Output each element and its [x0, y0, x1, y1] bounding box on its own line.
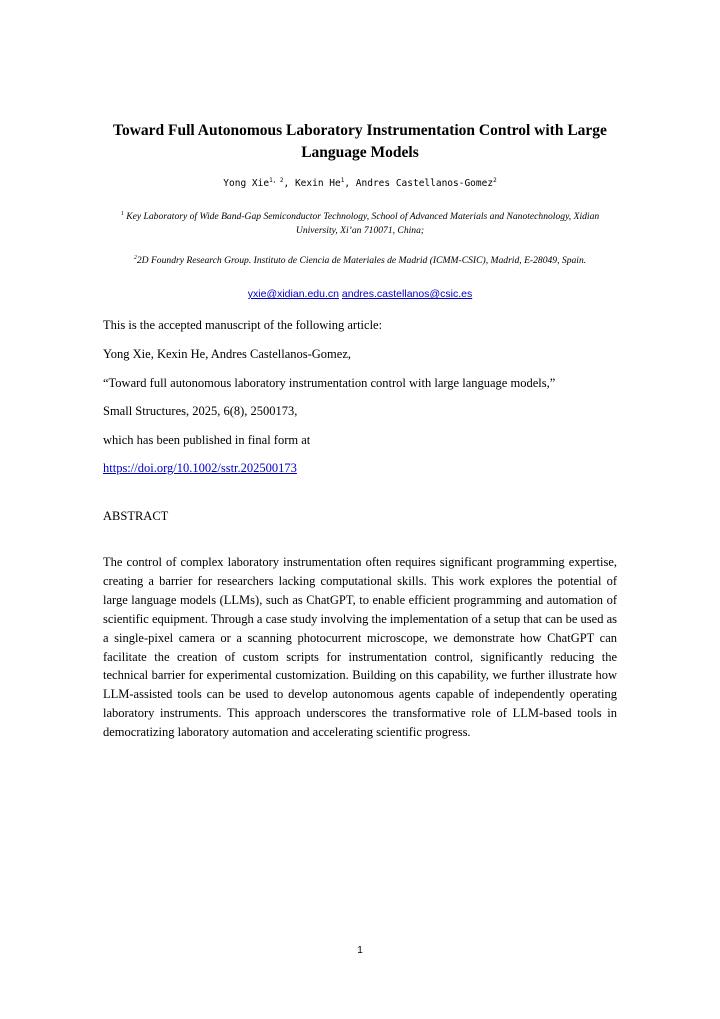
publication-note: which has been published in final form at [103, 433, 311, 447]
affiliation-mark: 1 [120, 211, 124, 217]
author-name: Yong Xie [223, 178, 270, 190]
author-affiliation-mark: 1, 2 [269, 177, 284, 184]
affiliation-2 [110, 251, 610, 268]
affiliation-text: 2D Foundry Research Group. Instituto de Ciencia de Materiales de Madrid (ICMM-CSIC), Madrid, E-28049, Spain. [136, 255, 587, 267]
author-affiliation-mark: 1 [340, 177, 345, 184]
affiliation-mark: 2 [133, 255, 137, 261]
abstract-text: The control of complex laboratory instrumentation often requires significant programming expertise, creating a barrier for researchers lacking computational skills. This work explores the potential of large language models (LLMs), such as ChatGPT, to enable efficient programming and automation of scientific equipment. Through a case study involving the implementation of a setup that can be used as a single-pixel camera or a scanning photocurrent microscope, we demonstrate how ChatGPT can facilitate the creation of custom scripts for instrumentation control, significantly reducing the technical barrier for experimental customization. Building on this capability, we further illustrate how LLM-assisted tools can be used to develop autonomous agents capable of independently operating laboratory instruments. This approach underscores the transformative role of LLM-based tools in democratizing laboratory automation and accelerating scientific progress. [103, 555, 617, 740]
email-link-1[interactable]: yxie@xidian.edu.cn [247, 288, 339, 300]
author-affiliation-mark: 2 [493, 177, 497, 184]
author-name: , Andres Castellanos-Gomez [344, 178, 494, 190]
author-name: , Kexin He [283, 178, 341, 190]
paper-title: Toward Full Autonomous Laboratory Instrumentation Control with Large Language Models [113, 122, 607, 161]
doi-link[interactable]: https://doi.org/10.1002/sstr.202500173 [103, 461, 297, 475]
abstract-heading: ABSTRACT [103, 509, 169, 523]
contact-emails [100, 288, 620, 300]
affiliation-1 [110, 207, 610, 238]
manuscript-notice: This is the accepted manuscript of the following article: [103, 318, 383, 332]
author-list [100, 177, 620, 189]
page-number: 1 [357, 945, 363, 956]
email-link-2[interactable]: andres.castellanos@csic.es [341, 288, 473, 300]
citation-title: “Toward full autonomous laboratory instrumentation control with large language models,” [103, 376, 556, 390]
citation-journal: Small Structures, 2025, 6(8), 2500173, [103, 404, 298, 418]
citation-authors: Yong Xie, Kexin He, Andres Castellanos-Gomez, [103, 347, 351, 361]
affiliation-text: Key Laboratory of Wide Band-Gap Semiconductor Technology, School of Advanced Materials and Nanotechnology, Xidian University, Xi’an 710071, China; [123, 211, 600, 237]
